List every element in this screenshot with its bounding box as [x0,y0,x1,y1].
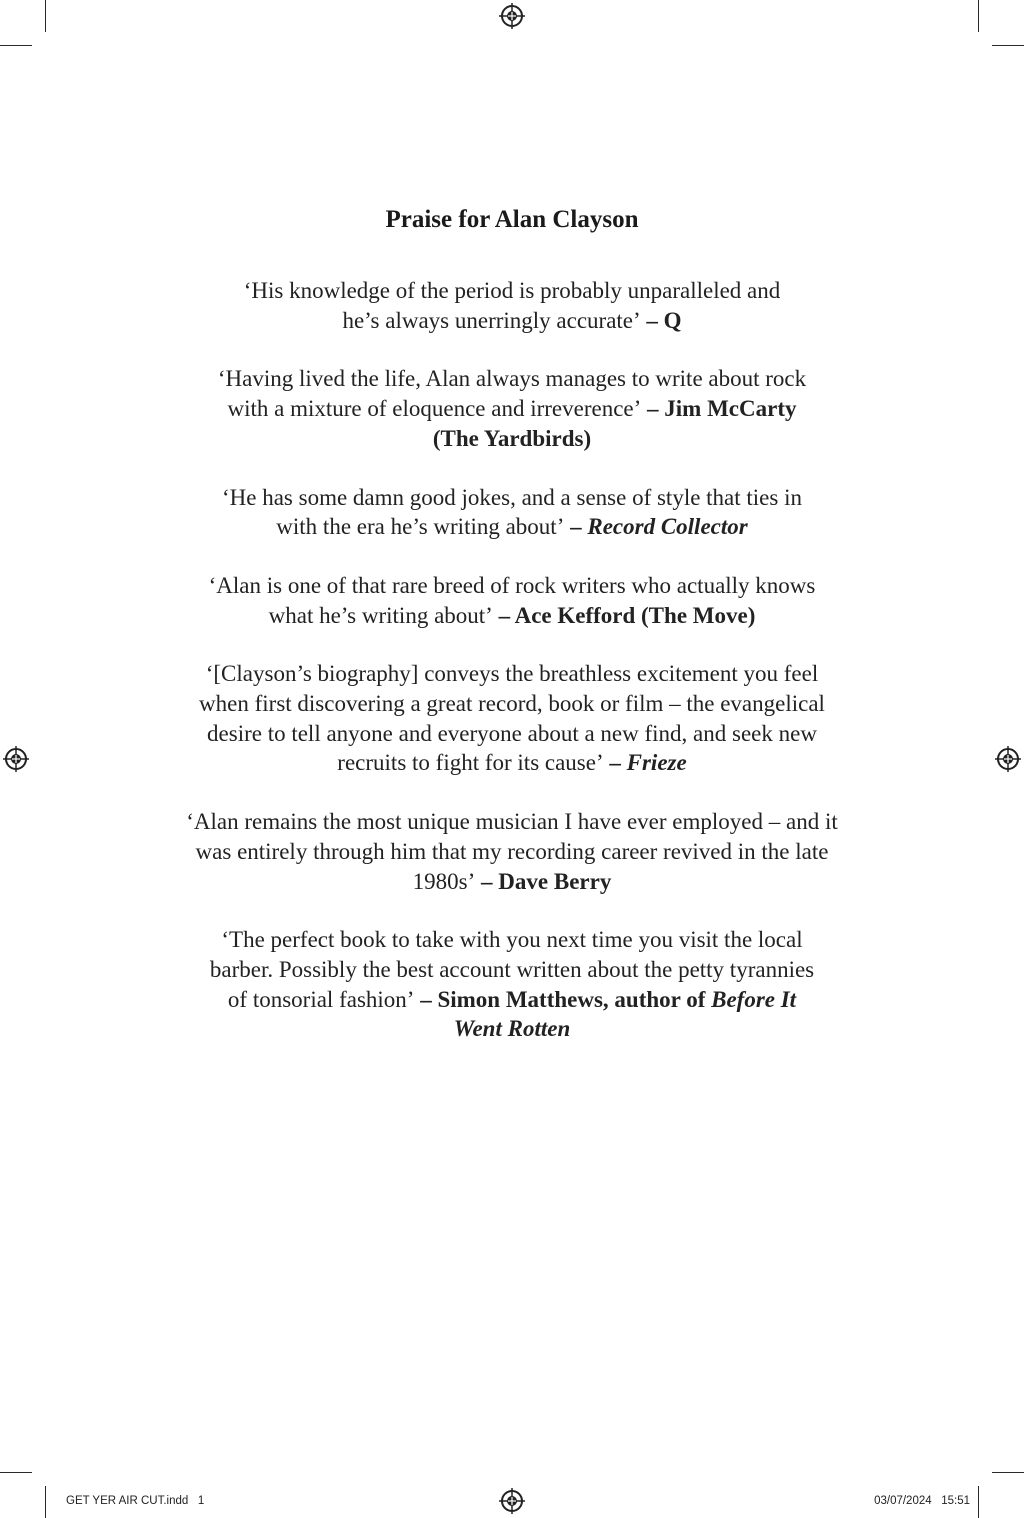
crop-mark-top-left-vertical [45,0,46,32]
quote-dash: – [564,514,588,540]
print-slug-filename: GET YER AIR CUT.indd 1 [66,1495,205,1507]
quote-text: ‘Having lived the life, Alan always manages to write about rock with a mixture of eloquence and irreverence’ [217,366,807,422]
quote-attribution: Jim McCarty (The Yardbirds) [432,396,797,451]
praise-quote [202,364,822,453]
registration-target-icon [499,1488,525,1514]
quote-attribution-italic: Frieze [626,750,687,776]
quote-dash: – [640,307,664,333]
praise-quote [182,807,842,896]
quote-attribution: Simon Matthews, author of [437,986,712,1012]
crop-mark-bottom-right-horizontal [992,1472,1024,1473]
praise-quote [187,571,837,630]
quote-dash: – [492,602,515,628]
quote-attribution: Q [663,307,682,333]
crop-mark-bottom-right-vertical [978,1486,979,1518]
quote-text: ‘Alan remains the most unique musician I have ever employed – and it was entirely through him that my recording career revived in the late 1980s’ [186,809,838,894]
praise-quote [227,276,797,335]
quote-text: ‘His knowledge of the period is probably unparalleled and he’s always unerringly accurate’ [243,278,781,333]
quote-attribution: Dave Berry [498,868,612,894]
quote-text: ‘Alan is one of that rare breed of rock writers who actually knows what he’s writing about’ [208,572,816,628]
registration-target-icon [499,3,525,29]
praise-quote [202,925,822,1044]
quote-dash: – [475,868,499,894]
print-slug-timestamp: 03/07/2024 15:51 [874,1495,970,1507]
quote-text: ‘[Clayson’s biography] conveys the breathless excitement you feel when first discovering a great record, book or film – the evangelical desire to tell anyone and everyone about a new find, and seek new recruits to fight for its cause’ [199,661,825,776]
crop-mark-bottom-left-horizontal [0,1472,32,1473]
crop-mark-top-right-horizontal [992,45,1024,46]
praise-quote [197,659,827,778]
registration-target-icon [3,746,29,772]
quote-dash: – [641,396,665,422]
quote-dash: – [414,986,438,1012]
quote-attribution: Ace Kefford (The Move) [514,602,756,628]
quote-text: ‘He has some damn good jokes, and a sense of style that ties in with the era he’s writing about’ [222,484,802,540]
page-title: Praise for Alan Clayson [385,206,639,233]
praise-quote [212,483,812,542]
registration-target-icon [995,746,1021,772]
quote-attribution-italic: Before It Went Rotten [453,986,797,1042]
crop-mark-top-right-vertical [978,0,979,32]
quote-attribution-italic: Record Collector [587,514,748,540]
crop-mark-top-left-horizontal [0,45,32,46]
quote-text: ‘The perfect book to take with you next time you visit the local barber. Possibly the best account written about the petty tyrannies of tonsorial fashion’ [209,927,815,1012]
crop-mark-bottom-left-vertical [45,1486,46,1518]
praise-page [150,204,874,1073]
quote-dash: – [603,750,627,776]
